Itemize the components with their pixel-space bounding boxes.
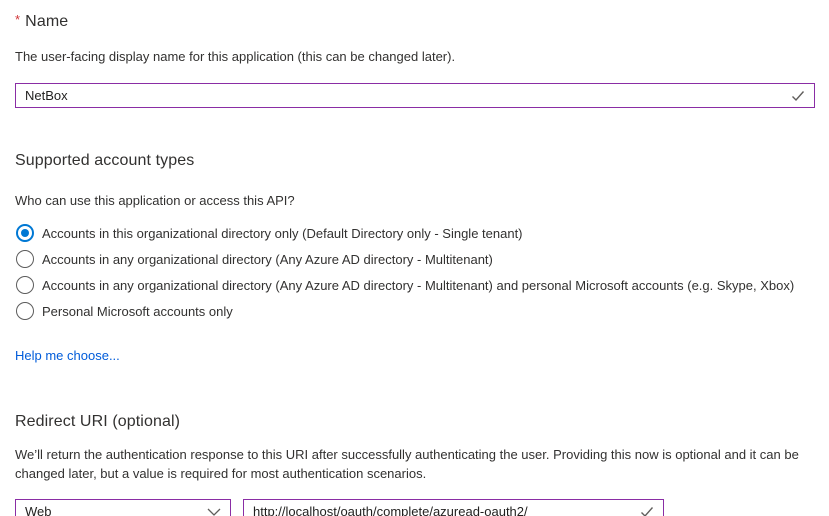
- redirect-uri-section: [15, 413, 815, 516]
- redirect-uri-input[interactable]: [244, 500, 640, 516]
- chevron-down-icon: [207, 508, 221, 516]
- redirect-uri-description: We’ll return the authentication response to this URI after successfully authenticating the user. Providing this now is optional and it can be changed later, but a value is required for most authentication scenarios.: [15, 447, 799, 481]
- radio-selected-icon[interactable]: [16, 224, 34, 242]
- required-asterisk: *: [15, 12, 21, 27]
- radio-dot: [21, 229, 29, 237]
- redirect-uri-input-box: [243, 499, 664, 516]
- platform-select-value[interactable]: [16, 500, 207, 516]
- account-types-title: Supported account types: [15, 152, 195, 169]
- radio-option-multitenant[interactable]: [15, 246, 815, 272]
- radio-unselected-icon[interactable]: [16, 302, 34, 320]
- platform-select[interactable]: [15, 499, 231, 516]
- name-input-box: [15, 83, 815, 108]
- name-input[interactable]: [16, 84, 791, 107]
- radio-option-multitenant-personal[interactable]: [15, 272, 815, 298]
- radio-unselected-icon[interactable]: [16, 250, 34, 268]
- account-types-question: Who can use this application or access this API?: [15, 193, 295, 208]
- radio-unselected-icon[interactable]: [16, 276, 34, 294]
- radio-option-label: Personal Microsoft accounts only: [42, 303, 233, 319]
- radio-option-label: Accounts in any organizational directory (Any Azure AD directory - Multitenant): [42, 251, 493, 267]
- name-description: The user-facing display name for this application (this can be changed later).: [15, 49, 456, 64]
- radio-option-personal-only[interactable]: [15, 298, 815, 324]
- checkmark-icon: [791, 90, 805, 102]
- radio-option-label: Accounts in this organizational directory only (Default Directory only - Single tenant): [42, 225, 523, 241]
- radio-option-single-tenant[interactable]: [15, 220, 815, 246]
- supported-account-types-section: [15, 152, 815, 365]
- redirect-uri-row: [15, 499, 815, 516]
- redirect-uri-title: Redirect URI (optional): [15, 413, 181, 430]
- name-section-title: [15, 12, 815, 31]
- name-section: [15, 12, 815, 108]
- checkmark-icon: [640, 506, 654, 516]
- help-me-choose-link[interactable]: Help me choose...: [15, 348, 120, 363]
- account-types-radio-group: [15, 220, 815, 324]
- name-title-text: Name: [25, 13, 69, 30]
- radio-option-label: Accounts in any organizational directory (Any Azure AD directory - Multitenant) and personal Microsoft accounts (e.g. Skype, Xbox): [42, 277, 795, 293]
